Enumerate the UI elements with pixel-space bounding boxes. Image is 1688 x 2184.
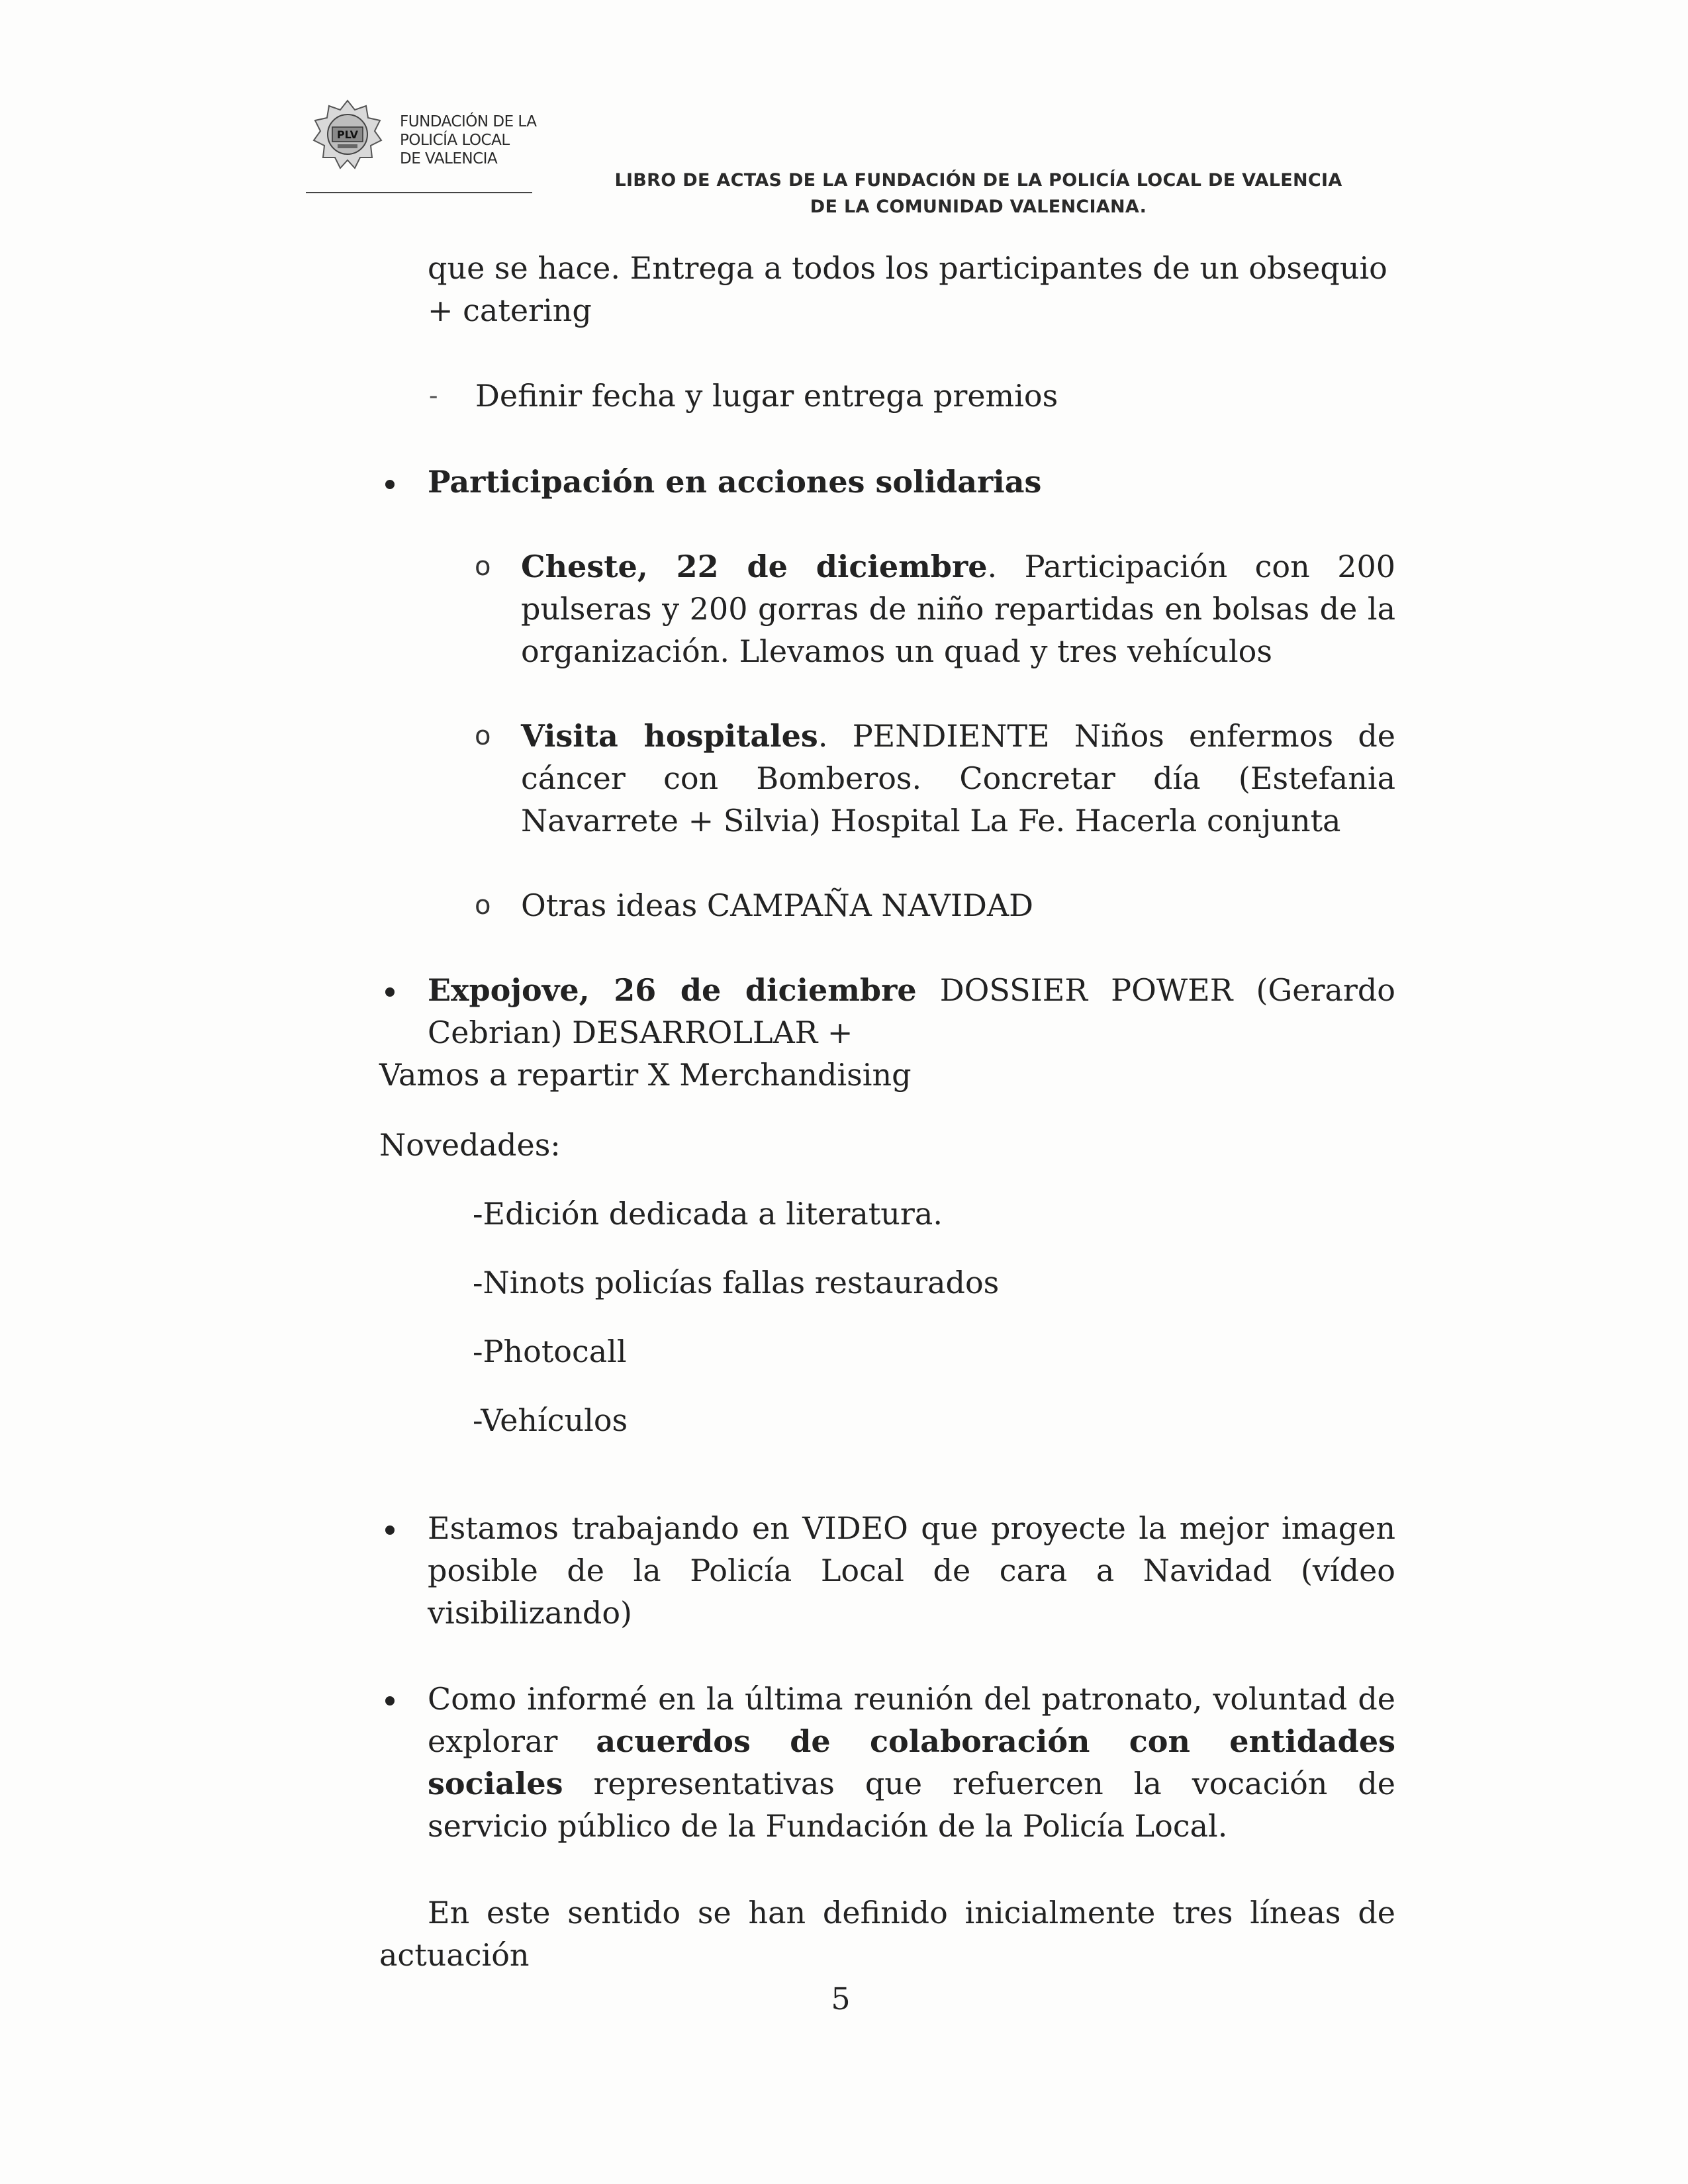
intro-line-1: que se hace. Entrega a todos los participantes de un obsequio <box>428 250 1387 286</box>
novedades-item: -Edición dedicada a literatura. <box>473 1196 943 1232</box>
police-badge-logo <box>311 98 384 171</box>
acuerdos-intro: Como informé en la última reunión del patronato, voluntad de explorar <box>428 1681 1395 1759</box>
logo-text: PLV <box>336 128 359 141</box>
cheste-title: Cheste, 22 de diciembre <box>521 549 988 584</box>
otras-ideas-text: Otras ideas CAMPAÑA NAVIDAD <box>521 887 1033 923</box>
visita-item <box>521 715 1395 842</box>
foundation-name-line: DE VALENCIA <box>400 150 498 167</box>
novedades-label: Novedades: <box>379 1127 561 1163</box>
foundation-name <box>400 113 537 168</box>
foundation-name-line: POLICÍA LOCAL <box>400 132 510 149</box>
foundation-name-line: FUNDACIÓN DE LA <box>400 113 537 130</box>
cheste-item <box>521 545 1395 672</box>
acuerdos-paragraph <box>428 1678 1395 1847</box>
novedades-item: -Photocall <box>473 1334 627 1369</box>
expojove-item <box>428 969 1395 1054</box>
bullet-dot <box>385 1696 395 1706</box>
book-title-line-2: DE LA COMUNIDAD VALENCIANA. <box>810 197 1147 217</box>
intro-paragraph <box>428 247 1395 332</box>
bullet-dot <box>385 480 395 489</box>
acuerdos-highlight: acuerdos de colaboración con entidades sociales <box>428 1723 1396 1801</box>
acuerdos-rest: representativas que refuercen la vocación de servicio público de la Fundación de la Policía Local. <box>428 1766 1395 1844</box>
book-title <box>575 167 1382 220</box>
novedades-item: -Ninots policías fallas restaurados <box>473 1265 1000 1300</box>
visita-title: Visita hospitales <box>521 718 818 754</box>
merchandising-line: Vamos a repartir X Merchandising <box>379 1057 912 1093</box>
hollow-bullet: o <box>475 551 491 582</box>
hollow-bullet: o <box>475 721 491 751</box>
sentido-paragraph: En este sentido se han definido inicialmente tres líneas de actuación <box>379 1895 1395 1973</box>
intro-line-2: + catering <box>428 293 592 328</box>
bullet-dot <box>385 987 395 997</box>
visita-description: . PENDIENTE Niños enfermos de cáncer con Bomberos. Concretar día (Estefania Navarrete + Silvia) Hospital La Fe. Hacerla conjunta <box>521 718 1395 839</box>
dash-marker: - <box>429 381 438 411</box>
hollow-bullet: o <box>475 890 491 921</box>
page-number: 5 <box>831 1981 851 2017</box>
bullet-dot <box>385 1525 395 1535</box>
novedades-item: -Vehículos <box>473 1402 628 1438</box>
cheste-description: . Participación con 200 pulseras y 200 gorras de niño repartidas en bolsas de la organización. Llevamos un quad y tres vehículos <box>521 549 1395 669</box>
solidarias-heading: Participación en acciones solidarias <box>428 464 1042 500</box>
expojove-title: Expojove, 26 de diciembre <box>428 972 917 1008</box>
expojove-description: DOSSIER POWER (Gerardo Cebrian) DESARROLLAR + <box>428 972 1395 1050</box>
book-title-line-1: LIBRO DE ACTAS DE LA FUNDACIÓN DE LA POLICÍA LOCAL DE VALENCIA <box>614 170 1342 191</box>
header-divider <box>306 192 532 193</box>
video-paragraph: Estamos trabajando en VIDEO que proyecte la mejor imagen posible de la Policía Local de cara a Navidad (vídeo visibilizando) <box>428 1510 1395 1631</box>
dash-item-text: Definir fecha y lugar entrega premios <box>475 378 1058 414</box>
